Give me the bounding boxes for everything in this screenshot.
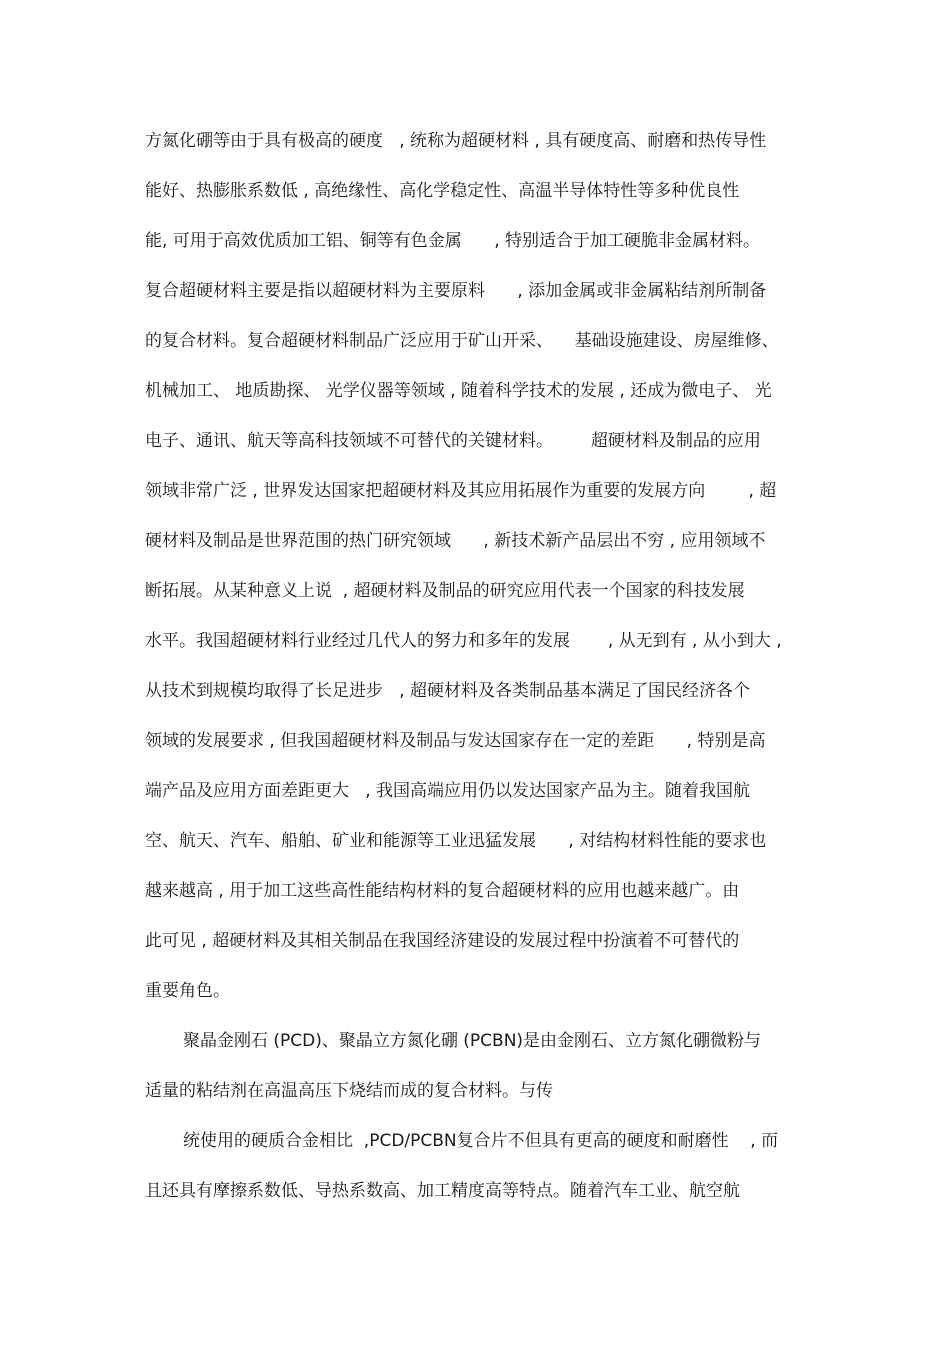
text-line: 适量的粘结剂在高温高压下烧结而成的复合材料。与传 xyxy=(145,1081,553,1101)
text-line: 越来越高 , 用于加工这些高性能结构材料的复合超硬材料的应用也越来越广。由 xyxy=(145,881,740,901)
text-line: 此可见 , 超硬材料及其相关制品在我国经济建设的发展过程中扮演着不可替代的 xyxy=(145,931,740,951)
text-line: 机械加工、 地质勘探、 光学仪器等领域 , 随着科学技术的发展 , 还成为微电子、 光 xyxy=(145,381,772,401)
text-line: 能, 可用于高效优质加工铝、铜等有色金属 , 特别适合于加工硬脆非金属材料。 xyxy=(145,231,761,251)
text-line: 重要角色。 xyxy=(145,981,230,1001)
text-line: 领域的发展要求 , 但我国超硬材料及制品与发达国家存在一定的差距 , 特别是高 xyxy=(145,731,766,751)
text-line: 硬材料及制品是世界范围的热门研究领域 , 新技术新产品层出不穷 , 应用领域不 xyxy=(145,531,766,551)
text-line: 聚晶金刚石 (PCD)、聚晶立方氮化硼 (PCBN)是由金刚石、立方氮化硼微粉与 xyxy=(183,1031,762,1051)
text-line: 空、航天、汽车、船舶、矿业和能源等工业迅猛发展 , 对结构材料性能的要求也 xyxy=(145,831,767,851)
text-line: 且还具有摩擦系数低、导热系数高、加工精度高等特点。随着汽车工业、航空航 xyxy=(145,1181,740,1201)
text-line: 统使用的硬质合金相比 ,PCD/PCBN复合片不但具有更高的硬度和耐磨性 , 而 xyxy=(183,1131,779,1151)
text-line: 方氮化硼等由于具有极高的硬度 , 统称为超硬材料 , 具有硬度高、耐磨和热传导性 xyxy=(145,131,767,151)
text-line: 端产品及应用方面差距更大 , 我国高端应用仍以发达国家产品为主。随着我国航 xyxy=(145,781,751,801)
text-line: 复合超硬材料主要是指以超硬材料为主要原料 , 添加金属或非金属粘结剂所制备 xyxy=(145,281,767,301)
text-line: 能好、热膨胀系数低 , 高绝缘性、高化学稳定性、高温半导体特性等多种优良性 xyxy=(145,181,740,201)
text-line: 水平。我国超硬材料行业经过几代人的努力和多年的发展 , 从无到有 , 从小到大 , xyxy=(145,631,782,651)
text-line: 断拓展。从某种意义上说 , 超硬材料及制品的研究应用代表一个国家的科技发展 xyxy=(145,581,745,601)
text-line: 电子、通讯、航天等高科技领域不可替代的关键材料。 超硬材料及制品的应用 xyxy=(145,431,761,451)
text-line: 从技术到规模均取得了长足进步 , 超硬材料及各类制品基本满足了国民经济各个 xyxy=(145,681,751,701)
text-line: 的复合材料。复合超硬材料制品广泛应用于矿山开采、 基础设施建设、房屋维修、 xyxy=(145,331,779,351)
text-line: 领域非常广泛 , 世界发达国家把超硬材料及其应用拓展作为重要的发展方向 , 超 xyxy=(145,481,777,501)
